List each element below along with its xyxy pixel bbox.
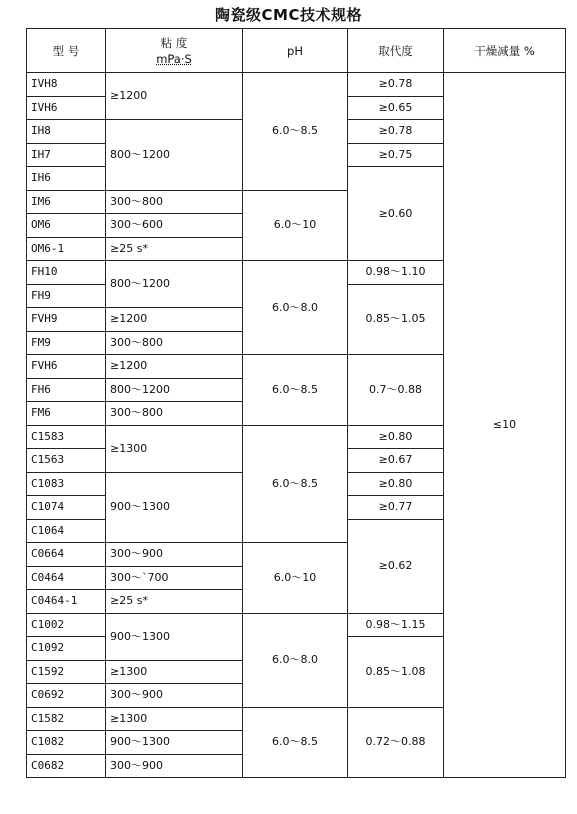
model-cell: C1002: [27, 613, 106, 637]
model-cell: IH6: [27, 167, 106, 191]
header-row: [27, 29, 566, 73]
model-cell: OM6: [27, 214, 106, 238]
ds-cell: ≥0.78: [348, 73, 444, 97]
viscosity-cell: 300～800: [106, 331, 243, 355]
ds-cell: ≥0.60: [348, 167, 444, 261]
model-cell: C1083: [27, 472, 106, 496]
header-viscosity-unit: mPa·S: [156, 51, 192, 66]
viscosity-cell: ≥1300: [106, 707, 243, 731]
model-cell: C0464: [27, 566, 106, 590]
viscosity-cell: 800～1200: [106, 378, 243, 402]
model-cell: C1064: [27, 519, 106, 543]
viscosity-cell: ≥1300: [106, 425, 243, 472]
ph-cell: 6.0～8.0: [243, 613, 348, 707]
ds-cell: ≥0.67: [348, 449, 444, 473]
model-cell: C1582: [27, 707, 106, 731]
ds-cell: 0.98～1.10: [348, 261, 444, 285]
loss-cell: ≤10: [444, 73, 566, 778]
model-cell: OM6-1: [27, 237, 106, 261]
viscosity-cell: 900～1300: [106, 731, 243, 755]
model-cell: FVH6: [27, 355, 106, 379]
viscosity-cell: 300～900: [106, 543, 243, 567]
viscosity-cell: 300～900: [106, 684, 243, 708]
model-cell: C1583: [27, 425, 106, 449]
ds-cell: 0.72～0.88: [348, 707, 444, 778]
viscosity-cell: ≥1200: [106, 355, 243, 379]
ph-cell: 6.0～10: [243, 190, 348, 261]
ph-cell: 6.0～8.5: [243, 707, 348, 778]
ph-cell: 6.0～8.5: [243, 425, 348, 543]
viscosity-cell: ≥1300: [106, 660, 243, 684]
viscosity-cell: ≥1200: [106, 73, 243, 120]
model-cell: FH6: [27, 378, 106, 402]
viscosity-cell: ≥25 s*: [106, 237, 243, 261]
model-cell: IVH8: [27, 73, 106, 97]
document-title: 陶瓷级CMC技术规格: [215, 6, 362, 24]
viscosity-cell: 800～1200: [106, 120, 243, 191]
model-cell: FM6: [27, 402, 106, 426]
ph-cell: 6.0～8.5: [243, 355, 348, 426]
ds-cell: 0.98～1.15: [348, 613, 444, 637]
model-cell: FVH9: [27, 308, 106, 332]
viscosity-cell: 300～600: [106, 214, 243, 238]
ds-cell: 0.85～1.08: [348, 637, 444, 708]
ds-cell: ≥0.62: [348, 519, 444, 613]
ds-cell: ≥0.65: [348, 96, 444, 120]
ds-cell: ≥0.75: [348, 143, 444, 167]
model-cell: IH7: [27, 143, 106, 167]
ph-cell: 6.0～8.5: [243, 73, 348, 191]
viscosity-cell: 300～800: [106, 402, 243, 426]
viscosity-cell: 900～1300: [106, 472, 243, 543]
ph-cell: 6.0～10: [243, 543, 348, 614]
model-cell: C1082: [27, 731, 106, 755]
viscosity-cell: 300～`700: [106, 566, 243, 590]
viscosity-cell: 900～1300: [106, 613, 243, 660]
ds-cell: 0.7～0.88: [348, 355, 444, 426]
ds-cell: ≥0.77: [348, 496, 444, 520]
model-cell: C0664: [27, 543, 106, 567]
viscosity-cell: 300～900: [106, 754, 243, 778]
table-row: [27, 73, 566, 97]
header-model: 型 号: [27, 29, 106, 73]
model-cell: C0464-1: [27, 590, 106, 614]
model-cell: IM6: [27, 190, 106, 214]
spec-table: [26, 28, 566, 778]
header-ds: 取代度: [348, 29, 444, 73]
model-cell: IVH6: [27, 96, 106, 120]
ph-cell: 6.0～8.0: [243, 261, 348, 355]
model-cell: C1592: [27, 660, 106, 684]
ds-cell: 0.85～1.05: [348, 284, 444, 355]
model-cell: C1563: [27, 449, 106, 473]
viscosity-cell: ≥25 s*: [106, 590, 243, 614]
header-ph: pH: [243, 29, 348, 73]
header-loss: 干燥减量 %: [444, 29, 566, 73]
model-cell: C1074: [27, 496, 106, 520]
model-cell: FM9: [27, 331, 106, 355]
ds-cell: ≥0.78: [348, 120, 444, 144]
model-cell: FH9: [27, 284, 106, 308]
model-cell: C1092: [27, 637, 106, 661]
ds-cell: ≥0.80: [348, 472, 444, 496]
ds-cell: ≥0.80: [348, 425, 444, 449]
header-viscosity-label: 粘 度: [160, 35, 188, 50]
header-viscosity: [106, 29, 243, 73]
viscosity-cell: ≥1200: [106, 308, 243, 332]
model-cell: IH8: [27, 120, 106, 144]
viscosity-cell: 300～800: [106, 190, 243, 214]
model-cell: C0682: [27, 754, 106, 778]
viscosity-cell: 800～1200: [106, 261, 243, 308]
model-cell: FH10: [27, 261, 106, 285]
model-cell: C0692: [27, 684, 106, 708]
